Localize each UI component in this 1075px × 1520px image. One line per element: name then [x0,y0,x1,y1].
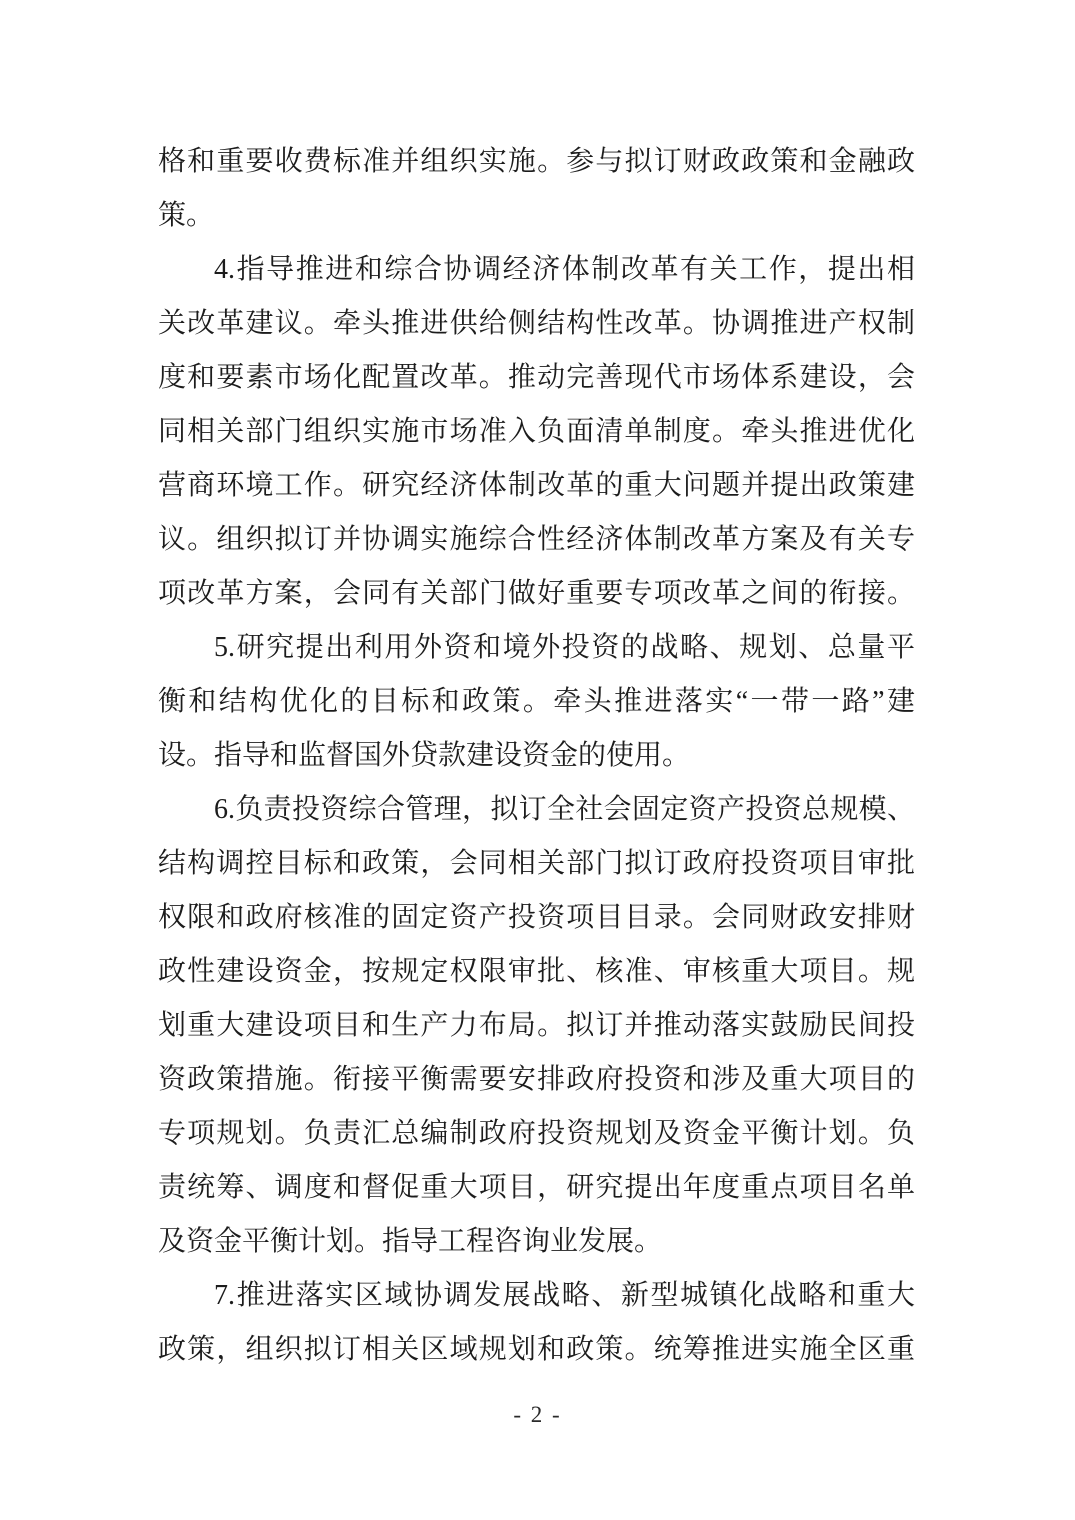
text-line: 专项规划。负责汇总编制政府投资规划及资金平衡计划。负 [158,1118,915,1149]
text-line: 权限和政府核准的固定资产投资项目目录。会同财政安排财 [158,902,915,933]
text-line: 同相关部门组织实施市场准入负面清单制度。牵头推进优化 [158,416,915,447]
paragraph [158,1269,915,1377]
text-line: 政性建设资金，按规定权限审批、核准、审核重大项目。规 [158,956,915,987]
text-line: 策。 [158,200,215,231]
text-line: 责统筹、调度和督促重大项目，研究提出年度重点项目名单 [158,1172,915,1203]
text-line: 及资金平衡计划。指导工程咨询业发展。 [158,1226,663,1257]
text-line: 营商环境工作。研究经济体制改革的重大问题并提出政策建 [158,470,915,501]
text-line: 关改革建议。牵头推进供给侧结构性改革。协调推进产权制 [158,308,915,339]
paragraph [158,135,915,243]
paragraph [158,621,915,783]
text-line: 度和要素市场化配置改革。推动完善现代市场体系建设，会 [158,362,915,393]
document-body [158,135,915,1377]
text-line: 设。指导和监督国外贷款建设资金的使用。 [158,740,691,771]
text-line: 5.研究提出利用外资和境外投资的战略、规划、总量平 [214,632,915,663]
text-line: 7.推进落实区域协调发展战略、新型城镇化战略和重大 [214,1280,915,1311]
text-line: 政策，组织拟订相关区域规划和政策。统筹推进实施全区重 [158,1334,915,1365]
paragraph [158,243,915,621]
text-line: 衡和结构优化的目标和政策。牵头推进落实“一带一路”建 [158,686,915,717]
text-line: 资政策措施。衔接平衡需要安排政府投资和涉及重大项目的 [158,1064,915,1095]
text-line: 议。组织拟订并协调实施综合性经济体制改革方案及有关专 [158,524,915,555]
text-line: 划重大建设项目和生产力布局。拟订并推动落实鼓励民间投 [158,1010,915,1041]
text-line: 格和重要收费标准并组织实施。参与拟订财政政策和金融政 [158,146,915,177]
page-number: - 2 - [513,1402,562,1427]
text-line: 结构调控目标和政策，会同相关部门拟订政府投资项目审批 [158,848,915,879]
text-line: 4.指导推进和综合协调经济体制改革有关工作，提出相 [214,254,915,285]
paragraph [158,783,915,1269]
text-line: 6.负责投资综合管理，拟订全社会固定资产投资总规模、 [214,794,915,825]
text-line: 项改革方案，会同有关部门做好重要专项改革之间的衔接。 [158,578,915,609]
